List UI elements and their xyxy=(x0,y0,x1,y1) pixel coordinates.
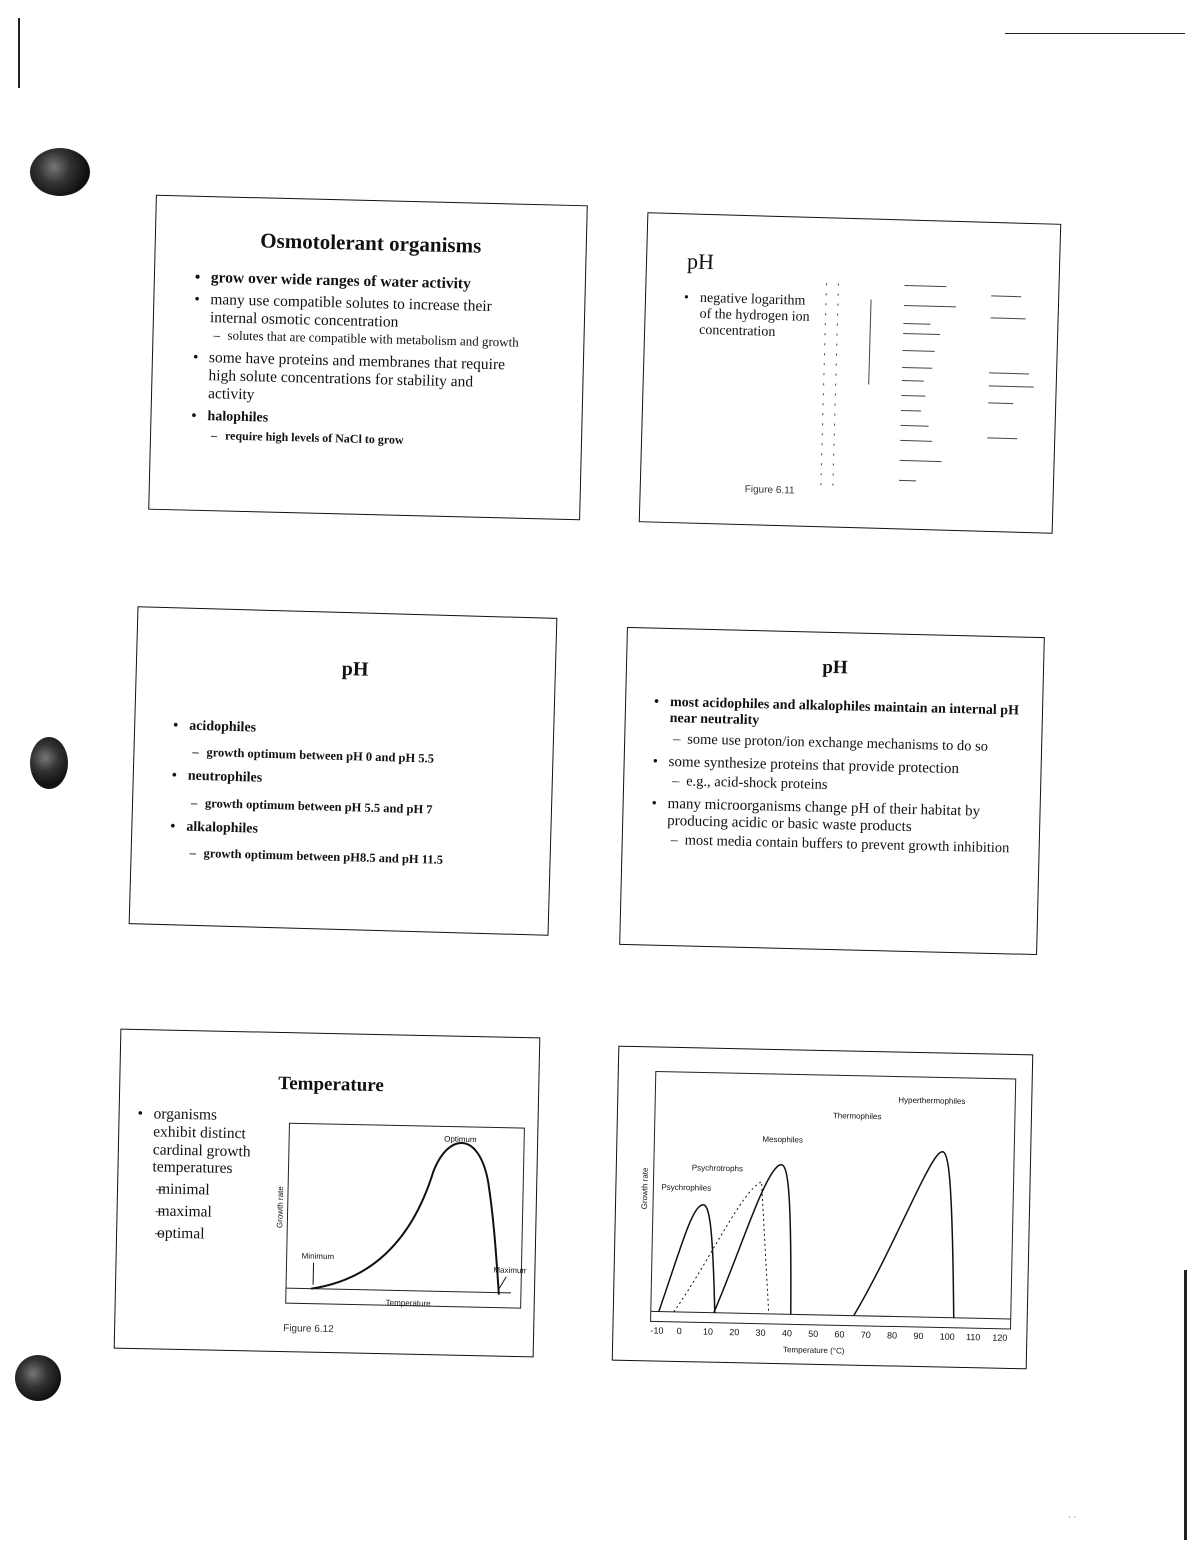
bullet: • organisms exhibit distinct cardinal growth temperatures xyxy=(136,1105,257,1179)
group-label-mesophiles: Mesophiles xyxy=(762,1134,803,1145)
psychrotrophs-curve xyxy=(674,1180,772,1314)
sub-bullet: – growth optimum between pH 5.5 and pH 7 xyxy=(171,795,541,820)
x-tick-label: 110 xyxy=(965,1332,981,1343)
sub-bullet: – require high levels of NaCl to grow xyxy=(191,429,521,451)
sub-bullet: – maximal xyxy=(135,1202,255,1222)
slide-osmotolerant xyxy=(148,195,588,520)
maximum-label: Maximum xyxy=(493,1265,529,1276)
group-label-psychrophiles: Psychrophiles xyxy=(661,1182,712,1193)
sub-bullet: – some use proton/ion exchange mechanisms to do so xyxy=(653,731,1023,757)
bullet: • some have proteins and membranes that require high solute concentrations for stability and activity xyxy=(192,349,523,410)
chart-frame xyxy=(651,1071,1016,1328)
x-tick-label: -10 xyxy=(650,1325,664,1336)
right-edge-mark xyxy=(1184,1270,1187,1540)
bullet: • alkalophiles xyxy=(170,819,540,845)
left-edge-mark xyxy=(18,18,20,88)
sub-bullet: – solutes that are compatible with metabolism and growth xyxy=(193,328,523,351)
x-tick-label: 20 xyxy=(729,1327,740,1338)
punch-hole-bottom xyxy=(15,1355,61,1401)
x-tick-label: 80 xyxy=(887,1330,898,1341)
x-axis xyxy=(651,1311,1011,1319)
bullet: • acidophiles xyxy=(173,718,543,744)
x-tick-label: 0 xyxy=(676,1325,682,1337)
bullet: • grow over wide ranges of water activity xyxy=(195,269,525,295)
punch-hole-top xyxy=(30,148,90,196)
slide-ph-groups xyxy=(129,606,558,936)
punch-hole-middle xyxy=(30,737,68,789)
page-number-mark: · · xyxy=(1068,1512,1077,1522)
bullet: • halophiles xyxy=(191,409,521,433)
y-axis-label: Growth rate xyxy=(639,1167,650,1210)
x-tick-label: 10 xyxy=(702,1326,714,1337)
minimum-label: Minimum xyxy=(301,1251,335,1262)
optimum-label: Optimum xyxy=(444,1134,477,1145)
slide-title: pH xyxy=(686,248,715,275)
group-label-thermophiles: Thermophiles xyxy=(832,1111,882,1122)
x-axis-label: Temperature xyxy=(385,1298,431,1309)
x-axis xyxy=(286,1288,511,1293)
temperature-groups-chart xyxy=(618,1049,1029,1367)
bullet: • most acidophiles and alkalophiles maintain an internal pH near neutrality xyxy=(654,695,1025,736)
slide-temperature-groups xyxy=(612,1046,1034,1370)
bullet: • some synthesize proteins that provide protection xyxy=(652,753,1022,779)
x-tick-label: 40 xyxy=(781,1328,793,1339)
slide-temperature xyxy=(114,1029,541,1358)
mesophiles-curve xyxy=(714,1163,794,1314)
x-tick-label: 50 xyxy=(808,1328,819,1339)
x-tick-label: 90 xyxy=(913,1330,924,1342)
bullet-list xyxy=(191,269,525,451)
ph-scale-figure xyxy=(810,273,1056,510)
bullet: • negative logarithm of the hydrogen ion concentration xyxy=(683,290,814,342)
chart-frame xyxy=(286,1123,525,1308)
x-axis-label: Temperature (°C) xyxy=(782,1345,845,1356)
bullet-list xyxy=(683,290,814,342)
sub-bullet: – optimal xyxy=(135,1224,255,1244)
x-tick-label: 60 xyxy=(834,1329,845,1340)
sub-bullet: – most media contain buffers to prevent growth inhibition xyxy=(651,832,1021,858)
sub-bullet: – growth optimum between pH8.5 and pH 11.5 xyxy=(169,845,539,870)
sub-bullet: – growth optimum between pH 0 and pH 5.5 xyxy=(172,744,542,769)
slide-ph-maintenance xyxy=(619,627,1045,955)
x-tick-label: 120 xyxy=(992,1332,1008,1343)
group-label-hyperthermophiles: Hyperthermophiles xyxy=(898,1095,966,1106)
cardinal-temperature-chart xyxy=(270,1118,529,1318)
figure-caption: Figure 6.11 xyxy=(744,484,795,497)
hyperthermophiles-curve xyxy=(854,1150,957,1318)
x-tick-label: 30 xyxy=(755,1327,766,1338)
bullet-list xyxy=(169,718,543,870)
top-right-edge-mark xyxy=(1005,33,1185,34)
figure-caption: Figure 6.12 xyxy=(283,1323,334,1336)
y-axis-label: Growth rate xyxy=(275,1186,286,1229)
slide-title: Temperature xyxy=(278,1072,385,1097)
bullet: • neutrophiles xyxy=(172,769,542,795)
maximum-arrow xyxy=(499,1277,506,1289)
growth-curve xyxy=(311,1140,502,1295)
group-label-psychrotrophs: Psychrotrophs xyxy=(691,1163,744,1174)
psychrophiles-curve xyxy=(659,1204,717,1313)
slide-title: Osmotolerant organisms xyxy=(259,228,482,258)
bullet: • many microorganisms change pH of their habitat by producing acidic or basic waste products xyxy=(651,795,1022,839)
x-tick-label: 100 xyxy=(939,1331,955,1342)
bullet-list xyxy=(135,1105,258,1244)
slide-title: pH xyxy=(822,656,848,679)
bullet-list xyxy=(651,695,1025,858)
slide-ph-scale xyxy=(639,212,1061,533)
sub-bullet: – e.g., acid-shock proteins xyxy=(652,773,1022,799)
x-tick-label: 70 xyxy=(860,1329,871,1341)
slide-title: pH xyxy=(341,657,369,681)
bullet: • many use compatible solutes to increase their internal osmotic concentration xyxy=(194,291,525,335)
sub-bullet: – minimal xyxy=(136,1180,256,1200)
